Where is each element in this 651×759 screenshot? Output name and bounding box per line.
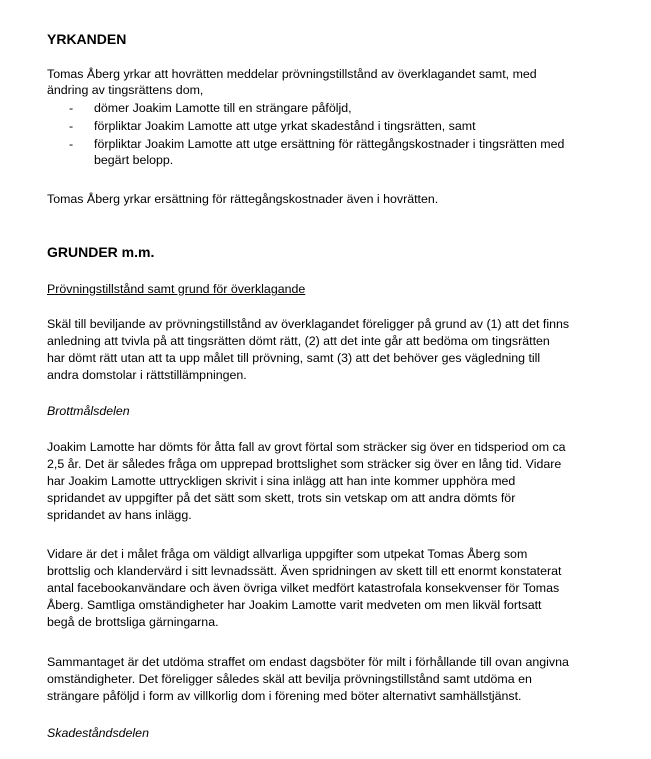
p3-line-5: begå de brottsliga gärningarna. [47,615,219,629]
bullet-marker: - [69,101,74,115]
heading-yrkanden: YRKANDEN [47,31,127,47]
p3-line-4: Åberg. Samtliga omständigheter har Joakim Lamotte varit medveten om men likväl fortsatt [47,598,542,612]
closing-paragraph: Tomas Åberg yrkar ersättning för rättegångskostnader även i hovrätten. [47,192,439,206]
p4-line-1: Sammantaget är det utdöma straffet om endast dagsböter för milt i förhållande till ovan angivna [47,655,569,669]
p2-line-3: har Joakim Lamotte uttryckligen skrivit i sina inlägg att han inte kommer upphöra med [47,474,516,488]
bullet-1: dömer Joakim Lamotte till en strängare påföljd, [94,101,352,115]
bullet-marker: - [69,137,74,151]
subheading-provningstillstand: Prövningstillstånd samt grund för överklagande [47,282,306,296]
p3-line-2: brottslig och klandervärd i sitt levnadssätt. Även spridningen av skett till ett enormt konstaterat [47,564,562,578]
subheading-skadestandsdelen: Skadeståndsdelen [47,726,149,740]
bullet-2: förpliktar Joakim Lamotte att utge yrkat skadestånd i tingsrätten, samt [94,119,476,133]
bullet-3-line-1: förpliktar Joakim Lamotte att utge ersättning för rättegångskostnader i tingsrätten med [94,137,565,151]
p3-line-1: Vidare är det i målet fråga om väldigt allvarliga uppgifter som utpekat Tomas Åberg som [47,547,528,561]
bullet-3-line-2: begärt belopp. [94,153,174,167]
subheading-brottmalsdelen: Brottmålsdelen [47,404,130,418]
p1-line-3: har dömt rätt utan att ta upp målet till prövning, samt (3) att det behöver ges vägledning till [47,351,541,365]
p2-line-1: Joakim Lamotte har dömts för åtta fall av grovt förtal som sträcker sig över en tidsperiod om ca [47,440,566,454]
p2-line-2: 2,5 år. Det är således fråga om upprepad brottslighet som sträcker sig över en lång tid. Vidare [47,457,562,471]
p4-line-3: strängare påföljd i form av villkorlig dom i förening med böter alternativt samhällstjänst. [47,689,522,703]
p1-line-4: andra domstolar i rättstillämpningen. [47,368,247,382]
intro-line-2: ändring av tingsrättens dom, [47,83,204,97]
p4-line-2: omständigheter. Det föreligger således skäl att bevilja prövningstillstånd samt utdöma en [47,672,532,686]
heading-grunder: GRUNDER m.m. [47,244,155,260]
bullet-marker: - [69,119,74,133]
p3-line-3: antal facebookanvändare och även övriga vilket medfört katastrofala konsekvenser för Tomas [47,581,560,595]
p1-line-2: anledning att tvivla på att tingsrätten dömt rätt, (2) att det inte går att bedöma om tingsrätten [47,334,550,348]
intro-line-1: Tomas Åberg yrkar att hovrätten meddelar prövningstillstånd av överklagandet samt, med [47,67,537,81]
p1-line-1: Skäl till beviljande av prövningstillstånd av överklagandet föreligger på grund av (1) att det finns [47,317,570,331]
p2-line-5: spridandet av hans inlägg. [47,508,192,522]
p2-line-4: spridandet av uppgifter på det sätt som skett, trots sin vetskap om att andra dömts för [47,491,516,505]
